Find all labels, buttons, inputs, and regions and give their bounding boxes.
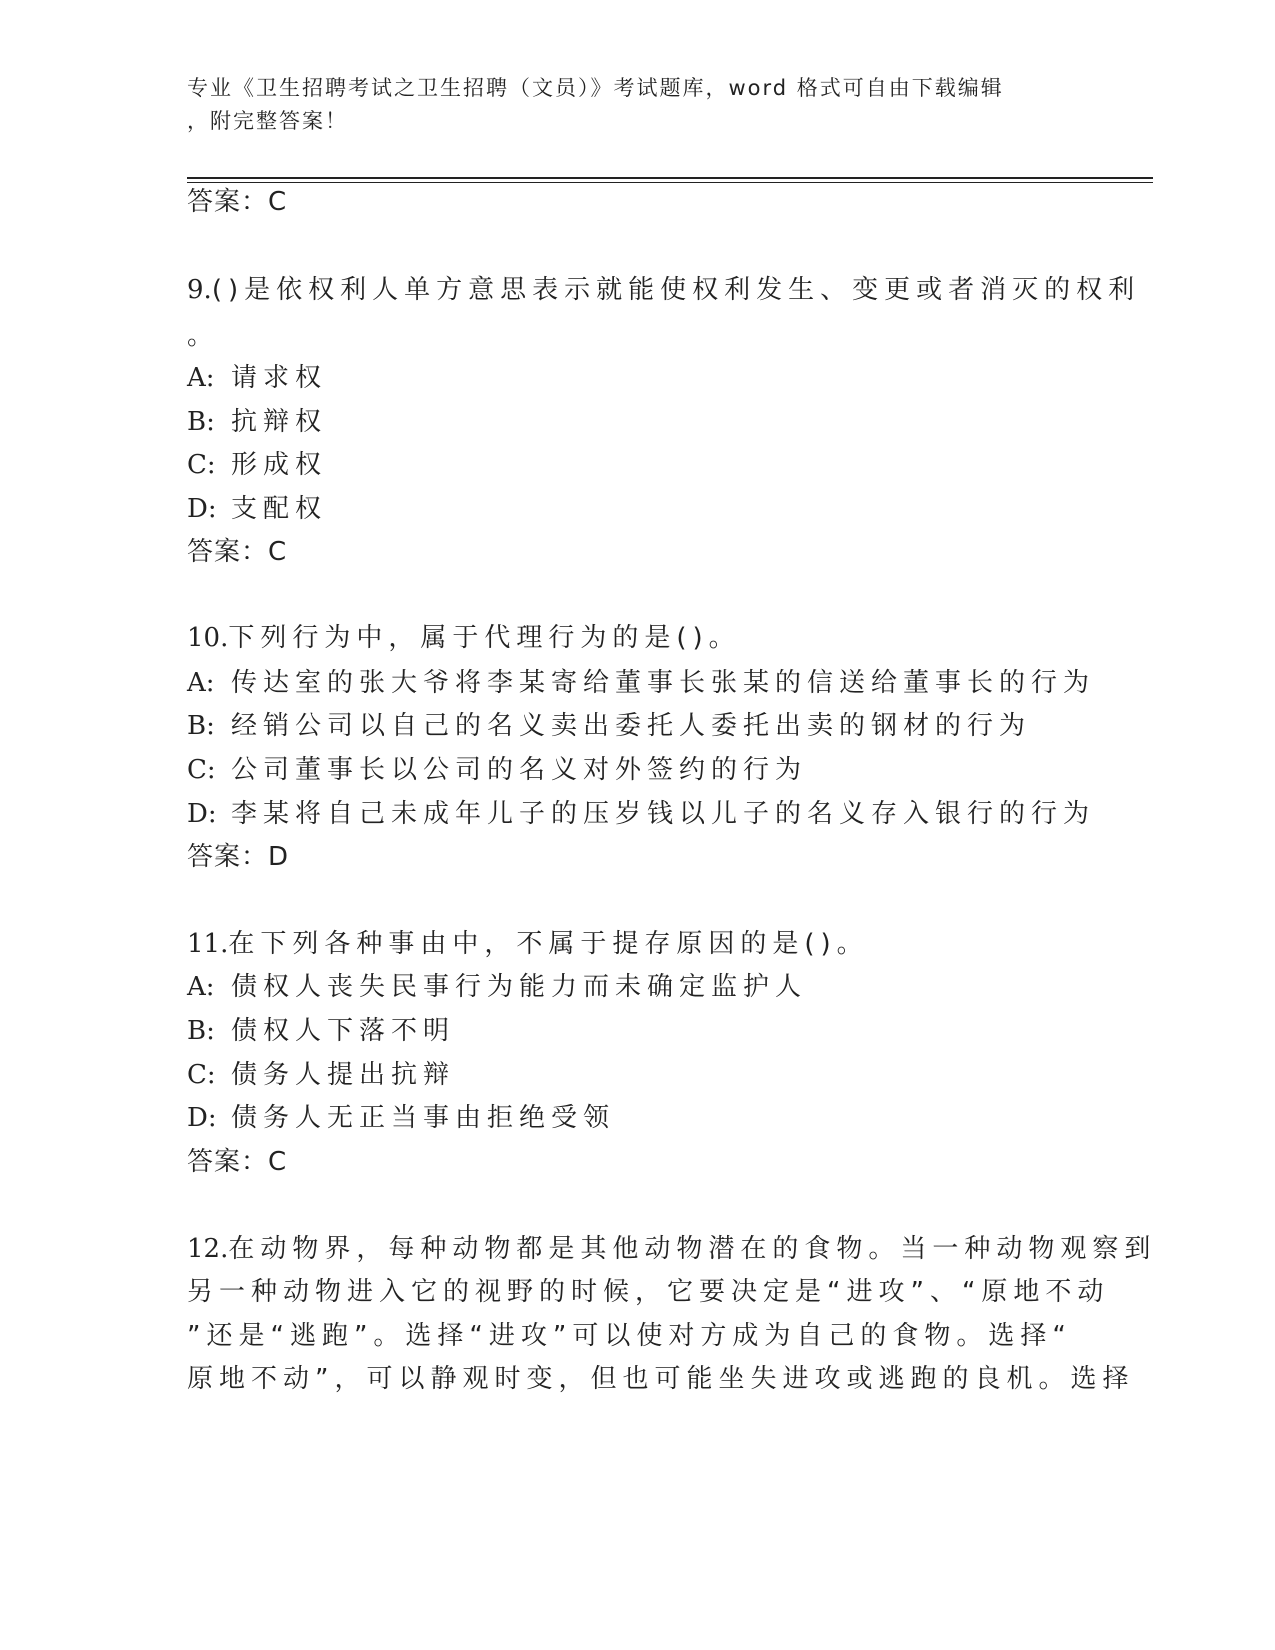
question-10-option-d xyxy=(187,796,1095,832)
question-number: 12. xyxy=(187,1234,229,1264)
question-text: ()是依权利人单方意思表示就能使权利发生、变更或者消灭的权利 xyxy=(211,275,1141,305)
option-text: 请求权 xyxy=(231,363,328,393)
option-key: C: xyxy=(187,450,216,480)
header-divider xyxy=(187,177,1153,179)
question-10-option-a xyxy=(187,665,1095,701)
option-text: 经销公司以自己的名义卖出委托人委托出卖的钢材的行为 xyxy=(231,711,1032,741)
question-9-option-d xyxy=(187,491,327,527)
option-text: 债务人无正当事由拒绝受领 xyxy=(231,1103,616,1133)
option-text: 债务人提出抗辩 xyxy=(231,1060,456,1090)
question-11-option-d xyxy=(187,1100,615,1136)
option-text: 形成权 xyxy=(231,450,328,480)
option-text: 债权人丧失民事行为能力而未确定监护人 xyxy=(231,972,808,1002)
question-11-option-a xyxy=(187,969,807,1005)
option-text: 李某将自己未成年儿子的压岁钱以儿子的名义存入银行的行为 xyxy=(231,799,1096,829)
option-key: D: xyxy=(187,494,217,524)
question-text: 在下列各种事由中，不属于提存原因的是()。 xyxy=(228,929,869,959)
document-header xyxy=(187,72,1067,138)
option-text: 抗辩权 xyxy=(231,407,328,437)
option-key: C: xyxy=(187,755,216,785)
question-text: 在动物界，每种动物都是其他动物潜在的食物。当一种动物观察到 xyxy=(228,1234,1157,1264)
option-text: 公司董事长以公司的名义对外签约的行为 xyxy=(231,755,808,785)
option-key: B: xyxy=(187,1016,215,1046)
option-text: 传达室的张大爷将李某寄给董事长张某的信送给董事长的行为 xyxy=(231,668,1096,698)
question-11-stem xyxy=(187,926,869,962)
question-10-stem xyxy=(187,620,741,656)
question-9-option-a xyxy=(187,360,327,396)
question-11-option-c xyxy=(187,1057,455,1093)
question-9-answer: 答案：C xyxy=(187,537,288,567)
question-11-option-b xyxy=(187,1013,455,1049)
question-10-answer: 答案：D xyxy=(187,842,290,872)
option-text: 债权人下落不明 xyxy=(231,1016,456,1046)
question-9-stem xyxy=(187,272,1140,308)
option-text: 支配权 xyxy=(231,494,328,524)
option-key: C: xyxy=(187,1060,216,1090)
question-number: 9. xyxy=(187,275,212,305)
option-key: B: xyxy=(187,711,215,741)
header-line-2: ，附完整答案！ xyxy=(187,109,348,133)
option-key: D: xyxy=(187,799,217,829)
previous-answer: 答案：C xyxy=(187,187,288,217)
option-key: A: xyxy=(187,363,215,393)
question-9-option-c xyxy=(187,447,327,483)
option-key: A: xyxy=(187,668,215,698)
question-9-stem-cont: 。 xyxy=(187,321,220,351)
question-12-stem xyxy=(187,1231,1156,1267)
question-12-stem-line-2: 另一种动物进入它的视野的时候，它要决定是“进攻”、“原地不动 xyxy=(187,1277,1110,1307)
option-key: B: xyxy=(187,407,215,437)
question-11-answer: 答案：C xyxy=(187,1147,288,1177)
question-12-stem-line-3: ”还是“逃跑”。选择“进攻”可以使对方成为自己的食物。选择“ xyxy=(187,1321,1072,1351)
header-divider-thin xyxy=(187,182,1153,183)
question-10-option-c xyxy=(187,752,807,788)
question-number: 11. xyxy=(187,929,229,959)
header-line-1: 专业《卫生招聘考试之卫生招聘（文员）》考试题库，word 格式可自由下载编辑 xyxy=(187,76,1004,100)
question-number: 10. xyxy=(187,623,229,653)
question-text: 下列行为中，属于代理行为的是()。 xyxy=(228,623,741,653)
question-12-stem-line-4: 原地不动”，可以静观时变，但也可能坐失进攻或逃跑的良机。选择 xyxy=(187,1364,1135,1394)
question-10-option-b xyxy=(187,708,1031,744)
option-key: A: xyxy=(187,972,215,1002)
option-key: D: xyxy=(187,1103,217,1133)
question-9-option-b xyxy=(187,404,327,440)
